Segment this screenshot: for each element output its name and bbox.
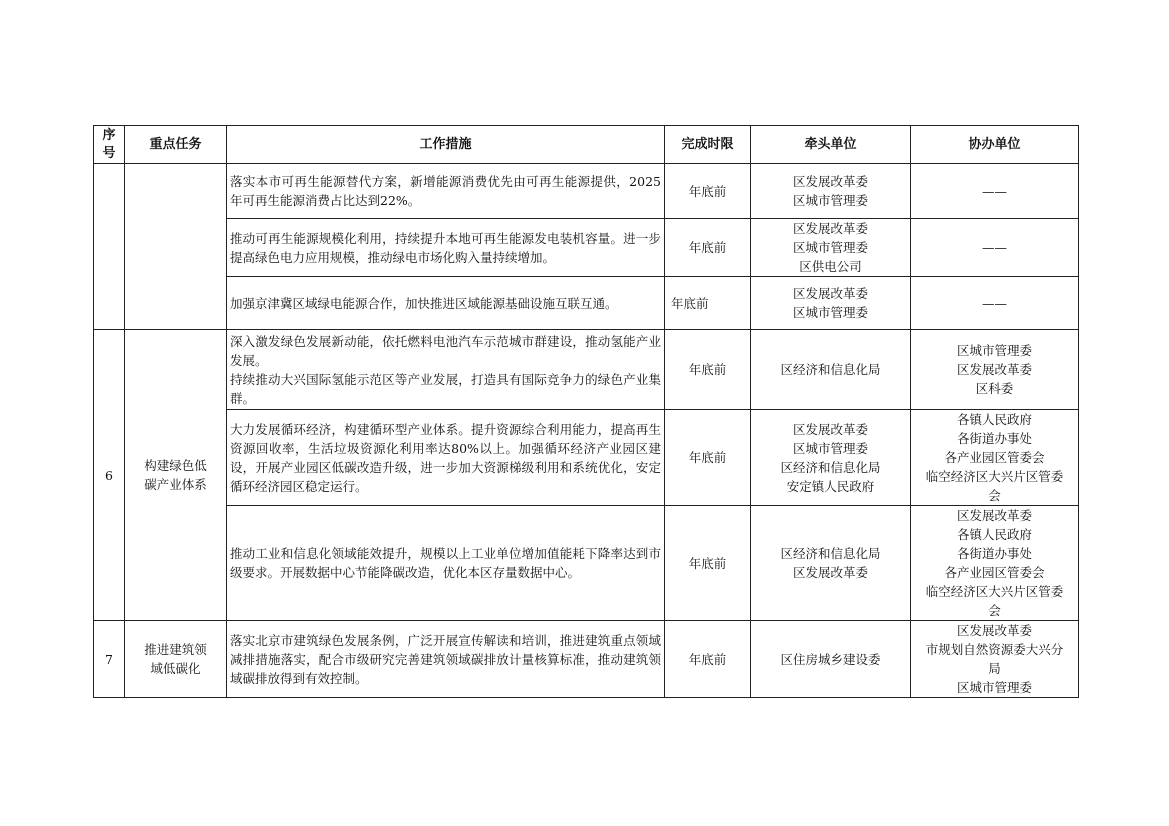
assist-unit: 各产业园区管委会 <box>944 450 1045 465</box>
header-seq <box>94 126 125 164</box>
lead-unit: 区城市管理委 <box>792 240 868 255</box>
lead-cell <box>751 164 911 219</box>
assist-unit: 区发展改革委 <box>956 508 1032 523</box>
assist-unit: 各镇人民政府 <box>956 412 1032 427</box>
assist-unit: 区发展改革委 <box>956 362 1032 377</box>
lead-cell <box>751 330 911 410</box>
lead-cell <box>751 621 911 698</box>
task-cell <box>125 330 227 621</box>
seq-cell: 6 <box>94 330 125 621</box>
deadline-cell: 年底前 <box>665 277 751 330</box>
table-row <box>94 277 1079 330</box>
deadline-cell: 年底前 <box>665 410 751 506</box>
measure-cell <box>227 219 665 277</box>
lead-cell <box>751 219 911 277</box>
measure-text: 推动工业和信息化领域能效提升，规模以上工业单位增加值能耗下降率达到市级要求。开展数据中心节能降碳改造，优化本区存量数据中心。 <box>230 546 661 580</box>
header-task: 重点任务 <box>125 126 227 164</box>
assist-unit: 临空经济区大兴片区管委 <box>925 469 1064 484</box>
measure-cell <box>227 506 665 621</box>
table-row <box>94 219 1079 277</box>
lead-unit: 区住房城乡建设委 <box>780 651 881 667</box>
assist-unit: 区城市管理委 <box>956 343 1032 358</box>
measure-text: 推动可再生能源规模化利用，持续提升本地可再生能源发电装机容量。进一步提高绿色电力应用规模，推动绿电市场化购入量持续增加。 <box>230 230 661 265</box>
header-seq-line: 号 <box>102 145 116 161</box>
seq-cell: 7 <box>94 621 125 698</box>
assist-unit: 各街道办事处 <box>956 431 1032 446</box>
assist-unit: 各产业园区管委会 <box>944 565 1045 580</box>
header-lead: 牵头单位 <box>751 126 911 164</box>
measure-text: 加强京津冀区域绿电能源合作，加快推进区域能源基础设施互联互通。 <box>230 295 618 311</box>
table-row <box>94 621 1079 698</box>
task-line: 构建绿色低 <box>144 458 207 473</box>
measure-cell <box>227 410 665 506</box>
measure-text: 深入激发绿色发展新动能，依托燃料电池汽车示范城市群建设，推动氢能产业发展。 <box>230 333 661 368</box>
assist-unit: 区发展改革委 <box>956 623 1032 638</box>
measure-text: 落实本市可再生能源替代方案，新增能源消费优先由可再生能源提供，2025年可再生能源消费占比达到22%。 <box>230 174 661 208</box>
lead-unit: 区供电公司 <box>799 259 862 274</box>
assist-unit: 区城市管理委 <box>956 680 1032 695</box>
task-cell <box>125 164 227 330</box>
lead-unit: 区发展改革委 <box>792 565 868 580</box>
lead-cell <box>751 277 911 330</box>
lead-unit: 区发展改革委 <box>792 221 868 236</box>
deadline-cell: 年底前 <box>665 164 751 219</box>
assist-cell <box>911 621 1079 698</box>
assist-unit: 市规划自然资源委大兴分 <box>925 642 1064 657</box>
assist-cell <box>911 330 1079 410</box>
assist-unit: 各街道办事处 <box>956 546 1032 561</box>
measure-text: 持续推动大兴国际氢能示范区等产业发展，打造具有国际竞争力的绿色产业集群。 <box>230 371 661 406</box>
table-row <box>94 164 1079 219</box>
assist-cell <box>911 219 1079 277</box>
lead-unit: 区发展改革委 <box>792 286 868 301</box>
table-row <box>94 506 1079 621</box>
assist-cell <box>911 164 1079 219</box>
table-row <box>94 410 1079 506</box>
measure-cell <box>227 277 665 330</box>
lead-unit: 安定镇人民政府 <box>786 478 875 494</box>
assist-unit: —— <box>982 183 1007 199</box>
work-plan-table <box>93 125 1079 698</box>
task-line: 碳产业体系 <box>144 477 207 492</box>
assist-unit: 各镇人民政府 <box>956 527 1032 542</box>
deadline-cell: 年底前 <box>665 621 751 698</box>
assist-cell <box>911 506 1079 621</box>
seq-cell <box>94 164 125 330</box>
assist-unit: —— <box>982 295 1007 311</box>
task-line: 域低碳化 <box>150 661 201 676</box>
header-row <box>94 126 1079 164</box>
lead-unit: 区城市管理委 <box>792 193 868 208</box>
lead-cell <box>751 410 911 506</box>
deadline-cell: 年底前 <box>665 330 751 410</box>
lead-unit: 区城市管理委 <box>792 305 868 320</box>
measure-cell <box>227 164 665 219</box>
assist-cell <box>911 277 1079 330</box>
assist-cell <box>911 410 1079 506</box>
table-row <box>94 330 1079 410</box>
header-seq-line: 序 <box>102 127 116 143</box>
header-deadline: 完成时限 <box>665 126 751 164</box>
measure-text: 落实北京市建筑绿色发展条例，广泛开展宣传解读和培训，推进建筑重点领域减排措施落实，配合市级研究完善建筑领域碳排放计量核算标准，推动建筑领域碳排放得到有效控制。 <box>230 632 661 686</box>
deadline-cell: 年底前 <box>665 506 751 621</box>
lead-unit: 区发展改革委 <box>792 174 868 189</box>
task-cell <box>125 621 227 698</box>
assist-unit: 会 <box>988 488 1001 503</box>
lead-unit: 区城市管理委 <box>792 440 868 456</box>
lead-unit: 区发展改革委 <box>792 421 868 437</box>
deadline-cell: 年底前 <box>665 219 751 277</box>
assist-unit: 临空经济区大兴片区管委 <box>925 584 1064 599</box>
header-assist: 协办单位 <box>911 126 1079 164</box>
measure-cell <box>227 621 665 698</box>
lead-unit: 区经济和信息化局 <box>780 459 881 475</box>
measure-cell <box>227 330 665 410</box>
header-measure: 工作措施 <box>227 126 665 164</box>
assist-unit: 会 <box>988 603 1001 618</box>
lead-cell <box>751 506 911 621</box>
assist-unit: 区科委 <box>975 381 1014 396</box>
task-line: 推进建筑领 <box>144 642 207 657</box>
lead-unit: 区经济和信息化局 <box>780 546 881 561</box>
assist-unit: —— <box>982 240 1007 255</box>
assist-unit: 局 <box>988 661 1001 676</box>
measure-text: 大力发展循环经济，构建循环型产业体系。提升资源综合利用能力，提高再生资源回收率，生活垃圾资源化利用率达80%以上。加强循环经济产业园区建设，开展产业园区低碳改造升级，进一步加大资源梯级利用和系统优化，安定循环经济园区稳定运行。 <box>230 421 661 494</box>
lead-unit: 区经济和信息化局 <box>780 362 881 377</box>
